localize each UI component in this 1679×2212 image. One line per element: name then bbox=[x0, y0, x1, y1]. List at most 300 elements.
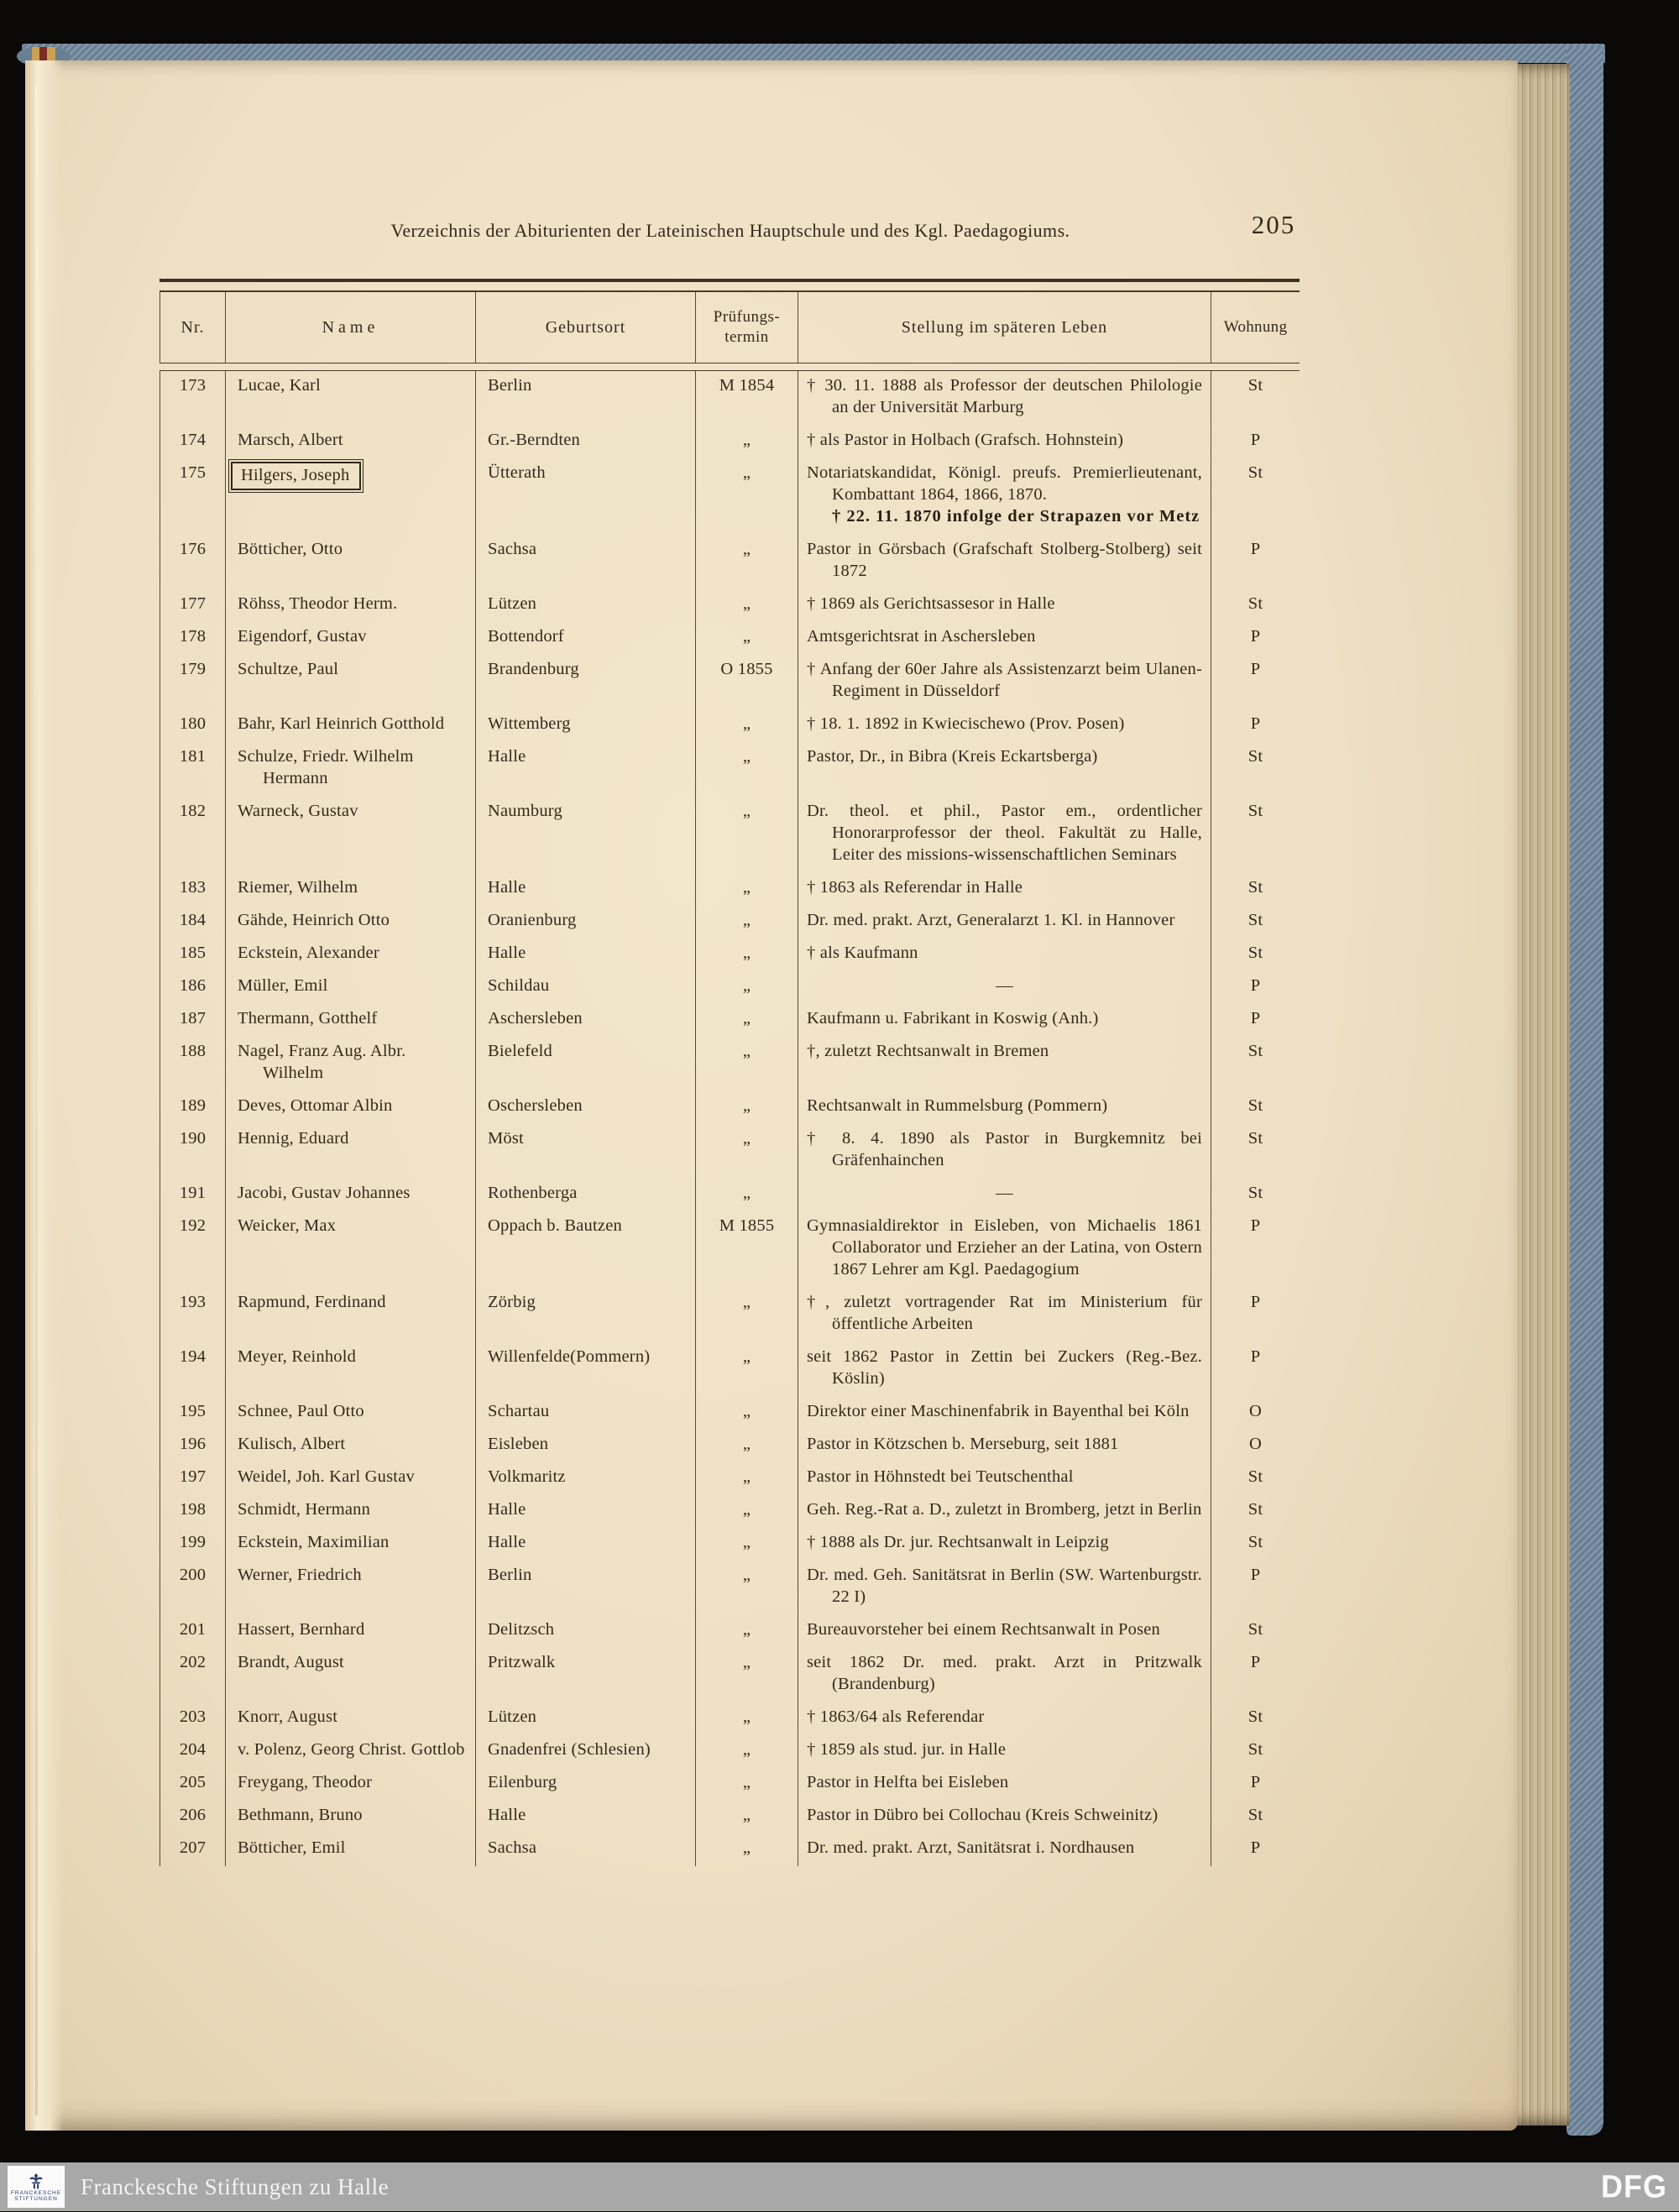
row-birthplace: Sachsa bbox=[475, 1833, 695, 1866]
row-position: Pastor in Kötzschen b. Merseburg, seit 1881 bbox=[798, 1430, 1211, 1462]
row-nr: 192 bbox=[160, 1211, 225, 1288]
row-birthplace: Gnadenfrei (Schlesien) bbox=[475, 1735, 695, 1768]
table-row bbox=[160, 742, 1300, 797]
row-exam-term: „ bbox=[695, 1288, 798, 1342]
logo-text-line2: STIFTUNGEN bbox=[14, 2196, 58, 2202]
row-name-text: Lucae, Karl bbox=[238, 376, 321, 395]
column-header-pruefungstermin-line2: termin bbox=[724, 328, 769, 346]
row-position: — bbox=[798, 1179, 1211, 1211]
row-residence: P bbox=[1211, 622, 1300, 655]
row-nr: 203 bbox=[160, 1702, 225, 1735]
row-nr: 174 bbox=[160, 426, 225, 458]
row-position: Amtsgerichtsrat in Aschersleben bbox=[798, 622, 1211, 655]
row-position: † 18. 1. 1892 in Kwiecischewo (Prov. Posen) bbox=[798, 709, 1211, 742]
row-exam-term: „ bbox=[695, 1702, 798, 1735]
row-exam-term: M 1854 bbox=[695, 371, 798, 426]
dfg-logo: DFG bbox=[1601, 2168, 1667, 2204]
row-name bbox=[225, 873, 475, 906]
table-row bbox=[160, 458, 1300, 535]
row-residence: P bbox=[1211, 1833, 1300, 1866]
table-row bbox=[160, 1179, 1300, 1211]
page-gutter-shadow bbox=[25, 60, 64, 2131]
row-birthplace: Lützen bbox=[475, 1702, 695, 1735]
row-residence: P bbox=[1211, 1004, 1300, 1037]
row-exam-term: „ bbox=[695, 1342, 798, 1397]
row-name-text: Röhss, Theodor Herm. bbox=[238, 594, 398, 613]
row-nr: 187 bbox=[160, 1004, 225, 1037]
row-nr: 179 bbox=[160, 655, 225, 709]
row-name-text: Müller, Emil bbox=[238, 976, 328, 995]
row-name-text: Bahr, Karl Heinrich Gotthold bbox=[238, 714, 445, 733]
row-nr: 181 bbox=[160, 742, 225, 797]
row-position: Rechtsanwalt in Rummelsburg (Pommern) bbox=[798, 1091, 1211, 1124]
table-row bbox=[160, 1288, 1300, 1342]
table-top-rule bbox=[160, 279, 1300, 292]
row-residence: P bbox=[1211, 535, 1300, 589]
row-birthplace: Bielefeld bbox=[475, 1037, 695, 1091]
row-position: † 1869 als Gerichtsassesor in Halle bbox=[798, 589, 1211, 622]
row-name bbox=[225, 1462, 475, 1495]
row-position: †, zuletzt vortragender Rat im Ministerium für öffentliche Arbeiten bbox=[798, 1288, 1211, 1342]
row-position: Geh. Reg.-Rat a. D., zuletzt in Bromberg, jetzt in Berlin bbox=[798, 1495, 1211, 1528]
table-row bbox=[160, 655, 1300, 709]
row-name bbox=[225, 1801, 475, 1833]
row-name-text: Bethmann, Bruno bbox=[238, 1806, 363, 1824]
row-name bbox=[225, 1735, 475, 1768]
row-name bbox=[225, 622, 475, 655]
row-position: Pastor in Höhnstedt bei Teutschenthal bbox=[798, 1462, 1211, 1495]
row-position: Kaufmann u. Fabrikant in Koswig (Anh.) bbox=[798, 1004, 1211, 1037]
row-name bbox=[225, 589, 475, 622]
table-row bbox=[160, 1648, 1300, 1702]
table-row bbox=[160, 1397, 1300, 1430]
row-name-text: Thermann, Gotthelf bbox=[238, 1009, 378, 1028]
row-exam-term: „ bbox=[695, 939, 798, 971]
row-name-text: Schultze, Paul bbox=[238, 660, 339, 678]
table-row bbox=[160, 1430, 1300, 1462]
row-name-text: Eckstein, Maximilian bbox=[238, 1533, 390, 1551]
row-position: Dr. med. prakt. Arzt, Sanitätsrat i. Nordhausen bbox=[798, 1833, 1211, 1866]
row-name bbox=[225, 1342, 475, 1397]
row-residence: St bbox=[1211, 1037, 1300, 1091]
row-exam-term: „ bbox=[695, 1833, 798, 1866]
row-residence: P bbox=[1211, 709, 1300, 742]
row-nr: 188 bbox=[160, 1037, 225, 1091]
row-birthplace: Oranienburg bbox=[475, 906, 695, 939]
row-nr: 197 bbox=[160, 1462, 225, 1495]
row-birthplace: Halle bbox=[475, 1495, 695, 1528]
row-name-text: Kulisch, Albert bbox=[238, 1435, 346, 1453]
row-name bbox=[225, 1648, 475, 1702]
row-name bbox=[225, 1495, 475, 1528]
row-residence: P bbox=[1211, 655, 1300, 709]
row-birthplace: Halle bbox=[475, 742, 695, 797]
row-residence: P bbox=[1211, 1288, 1300, 1342]
row-name bbox=[225, 1288, 475, 1342]
row-position: † 30. 11. 1888 als Professor der deutschen Philologie an der Universität Marburg bbox=[798, 371, 1211, 426]
table-body bbox=[160, 371, 1300, 1866]
table-row bbox=[160, 1735, 1300, 1768]
row-nr: 173 bbox=[160, 371, 225, 426]
row-birthplace: Rothenberga bbox=[475, 1179, 695, 1211]
table-row bbox=[160, 1833, 1300, 1866]
logo-text-line1: FRANCKESCHE bbox=[10, 2189, 62, 2196]
row-birthplace: Halle bbox=[475, 939, 695, 971]
column-header-geburtsort: Geburtsort bbox=[475, 292, 695, 363]
row-residence: St bbox=[1211, 1735, 1300, 1768]
table-row bbox=[160, 426, 1300, 458]
row-residence: O bbox=[1211, 1430, 1300, 1462]
row-residence: St bbox=[1211, 1615, 1300, 1648]
row-name-text: Hassert, Bernhard bbox=[238, 1620, 365, 1639]
row-position: Dr. med. prakt. Arzt, Generalarzt 1. Kl. in Hannover bbox=[798, 906, 1211, 939]
row-nr: 177 bbox=[160, 589, 225, 622]
row-birthplace: Gr.-Berndten bbox=[475, 426, 695, 458]
row-name bbox=[225, 1702, 475, 1735]
row-exam-term: „ bbox=[695, 1397, 798, 1430]
row-nr: 194 bbox=[160, 1342, 225, 1397]
row-residence: St bbox=[1211, 1528, 1300, 1561]
row-name bbox=[225, 1179, 475, 1211]
table-row bbox=[160, 589, 1300, 622]
row-exam-term: „ bbox=[695, 1768, 798, 1801]
row-birthplace: Schildau bbox=[475, 971, 695, 1004]
row-birthplace: Delitzsch bbox=[475, 1615, 695, 1648]
row-birthplace: Eilenburg bbox=[475, 1768, 695, 1801]
row-name bbox=[225, 1397, 475, 1430]
table-row bbox=[160, 371, 1300, 426]
row-nr: 196 bbox=[160, 1430, 225, 1462]
row-nr: 193 bbox=[160, 1288, 225, 1342]
row-nr: 191 bbox=[160, 1179, 225, 1211]
row-birthplace: Schartau bbox=[475, 1397, 695, 1430]
row-birthplace: Aschersleben bbox=[475, 1004, 695, 1037]
row-name bbox=[225, 797, 475, 873]
row-exam-term: „ bbox=[695, 1735, 798, 1768]
column-header-name: Name bbox=[225, 292, 475, 363]
row-name bbox=[225, 1091, 475, 1124]
row-name bbox=[225, 655, 475, 709]
row-residence: St bbox=[1211, 1495, 1300, 1528]
row-name-text: Riemer, Wilhelm bbox=[238, 878, 358, 897]
row-nr: 183 bbox=[160, 873, 225, 906]
table-row bbox=[160, 1124, 1300, 1179]
row-nr: 186 bbox=[160, 971, 225, 1004]
row-exam-term: „ bbox=[695, 426, 798, 458]
row-exam-term: „ bbox=[695, 1495, 798, 1528]
row-name-text: Meyer, Reinhold bbox=[238, 1347, 357, 1366]
table-row bbox=[160, 1004, 1300, 1037]
library-name: Franckesche Stiftungen zu Halle bbox=[81, 2173, 390, 2199]
row-residence: P bbox=[1211, 1342, 1300, 1397]
row-nr: 180 bbox=[160, 709, 225, 742]
row-name bbox=[225, 939, 475, 971]
row-nr: 175 bbox=[160, 458, 225, 535]
row-position: † als Pastor in Holbach (Grafsch. Hohnstein) bbox=[798, 426, 1211, 458]
row-exam-term: „ bbox=[695, 742, 798, 797]
row-residence: P bbox=[1211, 1561, 1300, 1615]
row-residence: O bbox=[1211, 1397, 1300, 1430]
row-name bbox=[225, 971, 475, 1004]
row-birthplace: Berlin bbox=[475, 1561, 695, 1615]
row-nr: 185 bbox=[160, 939, 225, 971]
row-birthplace: Willenfelde(Pommern) bbox=[475, 1342, 695, 1397]
row-birthplace: Eisleben bbox=[475, 1430, 695, 1462]
row-name-text: Brandt, August bbox=[238, 1653, 344, 1671]
row-name-text: Schmidt, Hermann bbox=[238, 1500, 371, 1519]
row-birthplace: Möst bbox=[475, 1124, 695, 1179]
row-position: † 1863/64 als Referendar bbox=[798, 1702, 1211, 1735]
row-exam-term: „ bbox=[695, 709, 798, 742]
table-row bbox=[160, 1091, 1300, 1124]
row-nr: 202 bbox=[160, 1648, 225, 1702]
table-row bbox=[160, 622, 1300, 655]
row-exam-term: „ bbox=[695, 971, 798, 1004]
franckesche-stiftungen-logo bbox=[8, 2166, 65, 2208]
row-name bbox=[225, 1833, 475, 1866]
row-birthplace: Naumburg bbox=[475, 797, 695, 873]
row-exam-term: „ bbox=[695, 622, 798, 655]
row-nr: 178 bbox=[160, 622, 225, 655]
row-name-text: Weicker, Max bbox=[238, 1216, 337, 1235]
row-exam-term: „ bbox=[695, 1430, 798, 1462]
row-name-text: Bötticher, Emil bbox=[238, 1838, 346, 1857]
table-row bbox=[160, 1462, 1300, 1495]
row-name-text: Bötticher, Otto bbox=[238, 540, 343, 558]
table-row bbox=[160, 1561, 1300, 1615]
row-birthplace: Oppach b. Bautzen bbox=[475, 1211, 695, 1288]
franckesche-eagle-icon bbox=[27, 2172, 45, 2190]
row-residence: St bbox=[1211, 742, 1300, 797]
row-name-text: Marsch, Albert bbox=[238, 431, 343, 449]
row-position: Direktor einer Maschinenfabrik in Bayenthal bei Köln bbox=[798, 1397, 1211, 1430]
row-exam-term: „ bbox=[695, 1037, 798, 1091]
row-birthplace: Berlin bbox=[475, 371, 695, 426]
row-birthplace: Bottendorf bbox=[475, 622, 695, 655]
row-position: Pastor in Dübro bei Collochau (Kreis Schweinitz) bbox=[798, 1801, 1211, 1833]
row-name bbox=[225, 906, 475, 939]
row-exam-term: „ bbox=[695, 1561, 798, 1615]
row-residence: P bbox=[1211, 1648, 1300, 1702]
row-nr: 182 bbox=[160, 797, 225, 873]
row-birthplace: Halle bbox=[475, 1801, 695, 1833]
table-row bbox=[160, 906, 1300, 939]
row-position: †, zuletzt Rechtsanwalt in Bremen bbox=[798, 1037, 1211, 1091]
row-nr: 176 bbox=[160, 535, 225, 589]
row-exam-term: „ bbox=[695, 1801, 798, 1833]
row-birthplace: Oschersleben bbox=[475, 1091, 695, 1124]
row-birthplace: Sachsa bbox=[475, 535, 695, 589]
row-name-text: Schulze, Friedr. Wilhelm Hermann bbox=[238, 747, 414, 787]
row-birthplace: Pritzwalk bbox=[475, 1648, 695, 1702]
row-position: Dr. theol. et phil., Pastor em., ordentlicher Honorarprofessor der theol. Fakultät zu Halle, Leiter des missions-wissenschaftlichen Seminars bbox=[798, 797, 1211, 873]
row-position: Gymnasialdirektor in Eisleben, von Michaelis 1861 Collaborator und Erzieher an der Latina, von Ostern 1867 Lehrer am Kgl. Paedagogium bbox=[798, 1211, 1211, 1288]
row-name bbox=[225, 1124, 475, 1179]
page-title: Verzeichnis der Abiturienten der Lateinischen Hauptschule und des Kgl. Paedagogiums. bbox=[390, 220, 1070, 241]
row-position: † Anfang der 60er Jahre als Assistenzarzt beim Ulanen-Regiment in Düsseldorf bbox=[798, 655, 1211, 709]
row-nr: 198 bbox=[160, 1495, 225, 1528]
row-exam-term: M 1855 bbox=[695, 1211, 798, 1288]
table-row bbox=[160, 535, 1300, 589]
row-name bbox=[225, 1768, 475, 1801]
row-residence: St bbox=[1211, 1462, 1300, 1495]
row-name-text: Freygang, Theodor bbox=[238, 1773, 373, 1791]
row-position: Pastor in Helfta bei Eisleben bbox=[798, 1768, 1211, 1801]
row-name bbox=[225, 1211, 475, 1288]
table-row bbox=[160, 1768, 1300, 1801]
row-name-text: Schnee, Paul Otto bbox=[238, 1402, 364, 1420]
row-birthplace: Halle bbox=[475, 873, 695, 906]
row-nr: 189 bbox=[160, 1091, 225, 1124]
row-name-text: Eigendorf, Gustav bbox=[238, 627, 367, 646]
row-nr: 200 bbox=[160, 1561, 225, 1615]
row-exam-term: „ bbox=[695, 1462, 798, 1495]
table-header-rule bbox=[160, 363, 1300, 371]
row-birthplace: Volkmaritz bbox=[475, 1462, 695, 1495]
table-row bbox=[160, 1342, 1300, 1397]
row-residence: St bbox=[1211, 371, 1300, 426]
row-name-text: Weidel, Joh. Karl Gustav bbox=[238, 1467, 415, 1486]
row-name bbox=[225, 709, 475, 742]
row-name bbox=[225, 1615, 475, 1648]
column-header-nr: Nr. bbox=[160, 292, 225, 363]
column-header-stellung: Stellung im späteren Leben bbox=[798, 292, 1211, 363]
row-name-text: Knorr, August bbox=[238, 1707, 338, 1726]
row-name bbox=[225, 1528, 475, 1561]
book-page-edges bbox=[1511, 64, 1570, 2126]
row-nr: 204 bbox=[160, 1735, 225, 1768]
row-residence: St bbox=[1211, 589, 1300, 622]
row-exam-term: O 1855 bbox=[695, 655, 798, 709]
table-row bbox=[160, 1615, 1300, 1648]
row-residence: St bbox=[1211, 1124, 1300, 1179]
row-name bbox=[225, 1561, 475, 1615]
row-name-text: Gähde, Heinrich Otto bbox=[238, 911, 390, 929]
row-exam-term: „ bbox=[695, 1004, 798, 1037]
table-header-row bbox=[160, 292, 1300, 363]
row-name bbox=[225, 1004, 475, 1037]
emphasized-death-note: † 22. 11. 1870 infolge der Strapazen vor Metz bbox=[832, 507, 1200, 526]
table-row bbox=[160, 873, 1300, 906]
row-position: seit 1862 Pastor in Zettin bei Zuckers (Reg.-Bez. Köslin) bbox=[798, 1342, 1211, 1397]
row-name bbox=[225, 1037, 475, 1091]
row-residence: P bbox=[1211, 971, 1300, 1004]
graduates-table bbox=[160, 279, 1300, 1866]
highlight-box: Hilgers, Joseph bbox=[231, 462, 361, 490]
row-residence: St bbox=[1211, 797, 1300, 873]
row-birthplace: Zörbig bbox=[475, 1288, 695, 1342]
row-residence: P bbox=[1211, 1768, 1300, 1801]
row-nr: 207 bbox=[160, 1833, 225, 1866]
viewer-footer-bar bbox=[0, 2162, 1679, 2211]
row-exam-term: „ bbox=[695, 535, 798, 589]
row-birthplace: Wittemberg bbox=[475, 709, 695, 742]
row-nr: 205 bbox=[160, 1768, 225, 1801]
row-position: Bureauvorsteher bei einem Rechtsanwalt in Posen bbox=[798, 1615, 1211, 1648]
table-row bbox=[160, 797, 1300, 873]
book-cover-right-edge bbox=[1567, 47, 1603, 2136]
row-birthplace: Ütterath bbox=[475, 458, 695, 535]
row-name bbox=[225, 458, 475, 535]
table-row bbox=[160, 1037, 1300, 1091]
row-exam-term: „ bbox=[695, 1179, 798, 1211]
row-birthplace: Brandenburg bbox=[475, 655, 695, 709]
column-header-wohnung: Wohnung bbox=[1211, 292, 1300, 363]
row-residence: St bbox=[1211, 1179, 1300, 1211]
row-residence: St bbox=[1211, 1801, 1300, 1833]
row-position: Pastor in Görsbach (Grafschaft Stolberg-Stolberg) seit 1872 bbox=[798, 535, 1211, 589]
row-exam-term: „ bbox=[695, 589, 798, 622]
row-name-text: Werner, Friedrich bbox=[238, 1566, 362, 1584]
table-row bbox=[160, 1801, 1300, 1833]
column-header-pruefungstermin-line1: Prüfungs- bbox=[713, 308, 781, 326]
row-position: † 8. 4. 1890 als Pastor in Burgkemnitz bei Gräfenhainchen bbox=[798, 1124, 1211, 1179]
page-number: 205 bbox=[1251, 210, 1296, 239]
row-residence: St bbox=[1211, 939, 1300, 971]
row-name bbox=[225, 742, 475, 797]
row-nr: 199 bbox=[160, 1528, 225, 1561]
row-exam-term: „ bbox=[695, 873, 798, 906]
table-row bbox=[160, 1211, 1300, 1288]
row-position: seit 1862 Dr. med. prakt. Arzt in Pritzwalk (Brandenburg) bbox=[798, 1648, 1211, 1702]
row-exam-term: „ bbox=[695, 1615, 798, 1648]
row-exam-term: „ bbox=[695, 1124, 798, 1179]
row-nr: 184 bbox=[160, 906, 225, 939]
row-position: † 1859 als stud. jur. in Halle bbox=[798, 1735, 1211, 1768]
row-residence: P bbox=[1211, 1211, 1300, 1288]
row-residence: P bbox=[1211, 426, 1300, 458]
table-row bbox=[160, 971, 1300, 1004]
table-row bbox=[160, 1495, 1300, 1528]
row-nr: 206 bbox=[160, 1801, 225, 1833]
row-name-text: Rapmund, Ferdinand bbox=[238, 1293, 386, 1311]
row-position: — bbox=[798, 971, 1211, 1004]
row-residence: St bbox=[1211, 873, 1300, 906]
row-position: Pastor, Dr., in Bibra (Kreis Eckartsberga) bbox=[798, 742, 1211, 797]
row-name-text: v. Polenz, Georg Christ. Gottlob bbox=[238, 1740, 465, 1759]
table-row bbox=[160, 939, 1300, 971]
page-gutter-crease bbox=[35, 84, 38, 2115]
row-name bbox=[225, 371, 475, 426]
row-residence: St bbox=[1211, 1702, 1300, 1735]
row-position: † als Kaufmann bbox=[798, 939, 1211, 971]
column-header-pruefungstermin bbox=[695, 292, 798, 363]
row-exam-term: „ bbox=[695, 458, 798, 535]
row-exam-term: „ bbox=[695, 1528, 798, 1561]
row-birthplace: Halle bbox=[475, 1528, 695, 1561]
row-name-text: Warneck, Gustav bbox=[238, 802, 358, 820]
row-nr: 190 bbox=[160, 1124, 225, 1179]
row-name-text: Deves, Ottomar Albin bbox=[238, 1096, 393, 1115]
row-residence: St bbox=[1211, 458, 1300, 535]
row-exam-term: „ bbox=[695, 1648, 798, 1702]
row-position: Dr. med. Geh. Sanitätsrat in Berlin (SW. Wartenburgstr. 22 I) bbox=[798, 1561, 1211, 1615]
table-row bbox=[160, 1528, 1300, 1561]
row-name bbox=[225, 535, 475, 589]
row-residence: St bbox=[1211, 906, 1300, 939]
row-nr: 201 bbox=[160, 1615, 225, 1648]
table-row bbox=[160, 709, 1300, 742]
row-position: † 1863 als Referendar in Halle bbox=[798, 873, 1211, 906]
row-name bbox=[225, 1430, 475, 1462]
row-position: † 1888 als Dr. jur. Rechtsanwalt in Leipzig bbox=[798, 1528, 1211, 1561]
table-row bbox=[160, 1702, 1300, 1735]
row-name-text: Nagel, Franz Aug. Albr. Wilhelm bbox=[238, 1042, 406, 1082]
row-nr: 195 bbox=[160, 1397, 225, 1430]
row-name-text: Jacobi, Gustav Johannes bbox=[238, 1184, 411, 1202]
row-residence: St bbox=[1211, 1091, 1300, 1124]
row-exam-term: „ bbox=[695, 906, 798, 939]
